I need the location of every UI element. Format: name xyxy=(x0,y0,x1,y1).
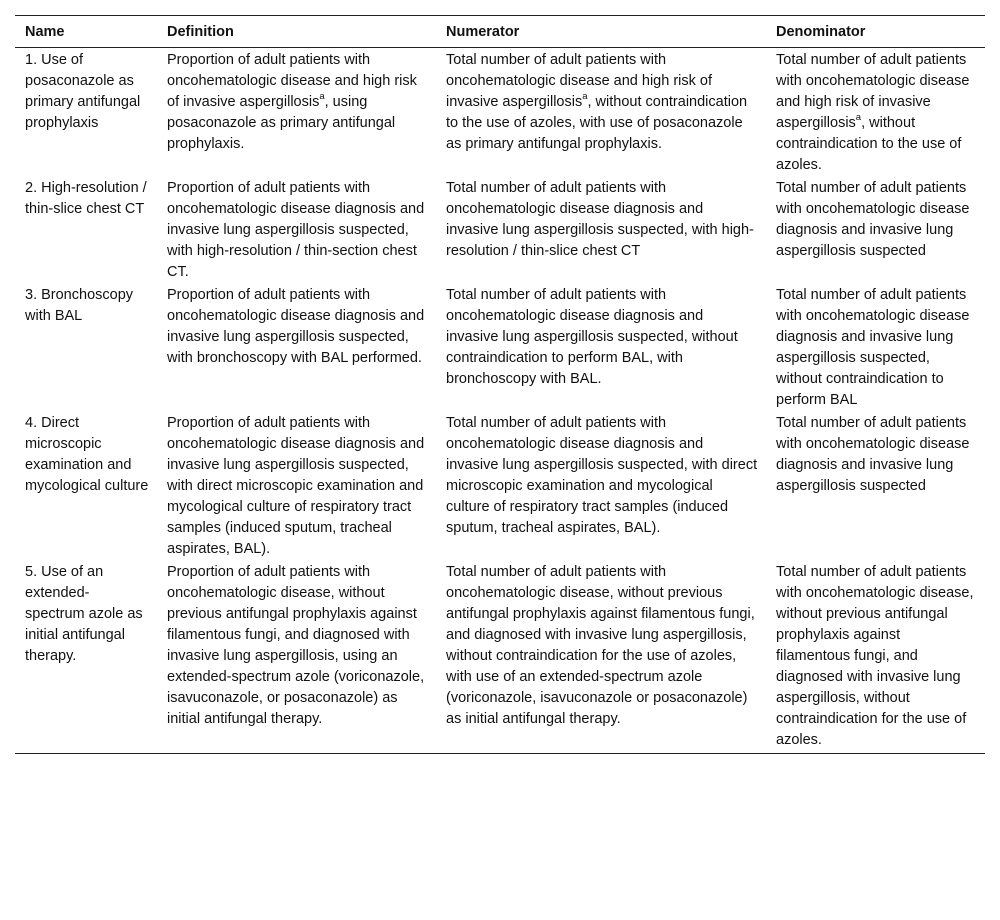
cell-text: , using posaconazole as primary antifungal prophylaxis. xyxy=(167,94,396,152)
cell-name: 4. Direct microscopic examination and mycological culture xyxy=(25,415,149,494)
cell-name: 3. Bronchoscopy with BAL xyxy=(25,287,134,324)
cell-denominator: Total number of adult patients with oncohematologic disease diagnosis and invasive lung aspergillosis suspected xyxy=(776,180,970,259)
footnote-marker: a xyxy=(319,91,325,103)
header-name: Name xyxy=(15,16,157,48)
table-body xyxy=(15,48,985,754)
cell-numerator xyxy=(436,48,766,177)
table-row xyxy=(15,411,985,560)
cell-denominator: Total number of adult patients with oncohematologic disease, without previous antifungal prophylaxis against filamentous fungi, and diagnosed with invasive lung aspergillosis, without contraindication for the use of azoles. xyxy=(766,560,985,754)
cell-numerator: Total number of adult patients with oncohematologic disease diagnosis and invasive lung aspergillosis suspected, with direct microscopic examination and mycological culture of respiratory tract samples (induced sputum, tracheal aspirates, BAL). xyxy=(446,415,758,536)
table-row xyxy=(15,283,985,411)
cell-denominator: Total number of adult patients with oncohematologic disease diagnosis and invasive lung aspergillosis suspected xyxy=(776,415,970,494)
cell-numerator: Total number of adult patients with oncohematologic disease, without previous antifungal prophylaxis against filamentous fungi, and diagnosed with invasive lung aspergillosis, without contraindication for the use of azoles, with use of an extended-spectrum azole (voriconazole, isavuconazole or posaconazole) as initial antifungal therapy. xyxy=(436,560,766,754)
header-row xyxy=(15,16,985,48)
cell-text: , without contraindication to the use of azoles, with use of posaconazole as primary antifungal prophylaxis. xyxy=(446,94,748,152)
cell-text: Proportion of adult patients with oncohematologic disease and high risk of invasive aspergillosis xyxy=(167,52,417,110)
cell-definition xyxy=(157,48,436,177)
cell-text: , without contraindication to the use of azoles. xyxy=(776,115,962,173)
cell-text: Total number of adult patients with oncohematologic disease and high risk of invasive aspergillosis xyxy=(446,52,712,110)
table-header xyxy=(15,16,985,48)
cell-name: 1. Use of posaconazole as primary antifungal prophylaxis xyxy=(25,52,141,131)
cell-denominator xyxy=(766,48,985,177)
footnote-marker: a xyxy=(855,112,862,124)
table-row xyxy=(15,48,985,177)
header-definition: Definition xyxy=(157,16,436,48)
table-row xyxy=(15,560,985,754)
header-denominator: Denominator xyxy=(766,16,985,48)
cell-definition: Proportion of adult patients with oncohematologic disease diagnosis and invasive lung aspergillosis suspected, with high-resolution / thin-section chest CT. xyxy=(167,180,425,280)
cell-definition: Proportion of adult patients with oncohematologic disease diagnosis and invasive lung aspergillosis suspected, with direct microscopic examination and mycological culture of respiratory tract samples (induced sputum, tracheal aspirates, BAL). xyxy=(167,415,425,557)
cell-name: 2. High-resolution / thin-slice chest CT xyxy=(25,180,147,217)
header-numerator: Numerator xyxy=(436,16,766,48)
cell-name: 5. Use of an extended-spectrum azole as initial antifungal therapy. xyxy=(15,560,157,754)
cell-denominator: Total number of adult patients with oncohematologic disease diagnosis and invasive lung aspergillosis suspected, without contraindication to perform BAL xyxy=(776,287,970,408)
table-row xyxy=(15,176,985,283)
cell-definition: Proportion of adult patients with oncohematologic disease, without previous antifungal prophylaxis against filamentous fungi, and diagnosed with invasive lung aspergillosis, using an extended-spectrum azole (voriconazole, isavuconazole, or posaconazole) as initial antifungal therapy. xyxy=(157,560,436,754)
cell-numerator: Total number of adult patients with oncohematologic disease diagnosis and invasive lung aspergillosis suspected, without contraindication to perform BAL, with bronchoscopy with BAL. xyxy=(446,287,738,387)
footnote-marker: a xyxy=(582,91,588,103)
quality-indicators-table xyxy=(15,15,985,754)
cell-definition: Proportion of adult patients with oncohematologic disease diagnosis and invasive lung aspergillosis suspected, with bronchoscopy with BAL performed. xyxy=(167,287,425,366)
cell-numerator: Total number of adult patients with oncohematologic disease diagnosis and invasive lung aspergillosis suspected, with high-resolution / thin-slice chest CT xyxy=(446,180,754,259)
cell-text: Total number of adult patients with oncohematologic disease and high risk of invasive aspergillosis xyxy=(776,52,970,131)
